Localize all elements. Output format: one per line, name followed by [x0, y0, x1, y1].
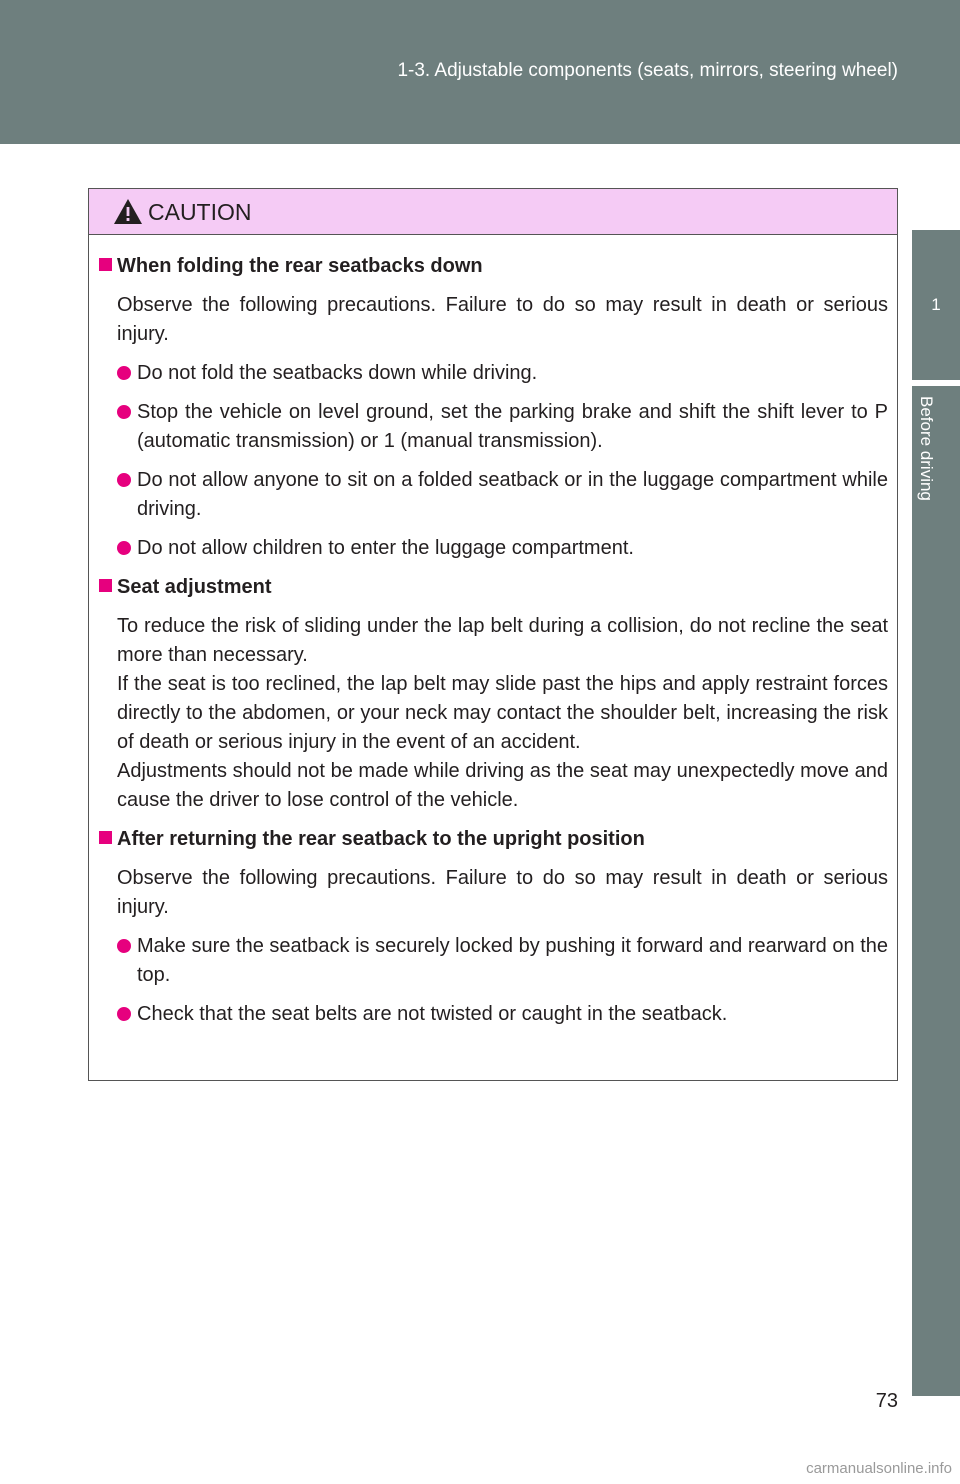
paragraph: Observe the following precautions. Failure to do so may result in death or serious injury. [117, 294, 888, 345]
square-bullet-icon [99, 579, 112, 592]
circle-bullet-icon [117, 405, 131, 419]
caution-header [89, 189, 897, 235]
page-number: 73 [875, 1390, 898, 1412]
caution-box [88, 188, 898, 1081]
circle-bullet-icon [117, 541, 131, 555]
square-bullet-icon [99, 258, 112, 271]
paragraph: To reduce the risk of sliding under the lap belt during a collision, do not recline the seat more than necessary. [117, 615, 888, 666]
caution-body [89, 235, 897, 1029]
circle-bullet-icon [117, 366, 131, 380]
bullet-item: Do not allow children to enter the luggage compartment. [117, 534, 888, 563]
circle-bullet-icon [117, 1007, 131, 1021]
paragraph: If the seat is too reclined, the lap belt may slide past the hips and apply restraint forces directly to the abdomen, or your neck may contact the shoulder belt, increasing the risk of death or serious injury in the event of an accident. [117, 673, 888, 753]
bullet-item: Do not fold the seatbacks down while driving. [117, 359, 888, 388]
paragraph: Observe the following precautions. Failure to do so may result in death or serious injury. [117, 867, 888, 918]
section-title: After returning the rear seatback to the upright position [99, 825, 888, 853]
chapter-number-tab [912, 230, 960, 380]
bullet-item: Do not allow anyone to sit on a folded seatback or in the luggage compartment while driving. [117, 466, 888, 524]
caution-label: CAUTION [148, 199, 252, 225]
circle-bullet-icon [117, 473, 131, 487]
chapter-label: Before driving [917, 396, 936, 501]
bullet-item: Make sure the seatback is securely locked by pushing it forward and rearward on the top. [117, 932, 888, 990]
circle-bullet-icon [117, 939, 131, 953]
paragraph: Adjustments should not be made while driving as the seat may unexpectedly move and cause the driver to lose control of the vehicle. [117, 760, 888, 811]
section-title: When folding the rear seatbacks down [99, 252, 888, 280]
chapter-number: 1 [931, 295, 941, 314]
page-header [0, 0, 960, 144]
header-title: 1-3. Adjustable components (seats, mirrors, steering wheel) [397, 60, 898, 81]
chapter-label-tab [912, 386, 960, 1396]
section-title: Seat adjustment [99, 573, 888, 601]
square-bullet-icon [99, 831, 112, 844]
bullet-item: Check that the seat belts are not twisted or caught in the seatback. [117, 1000, 888, 1029]
watermark[interactable]: carmanualsonline.info [806, 1460, 952, 1477]
warning-triangle-icon [113, 198, 143, 225]
bullet-item: Stop the vehicle on level ground, set the parking brake and shift the shift lever to P (automatic transmission) or 1 (manual transmission). [117, 398, 888, 456]
